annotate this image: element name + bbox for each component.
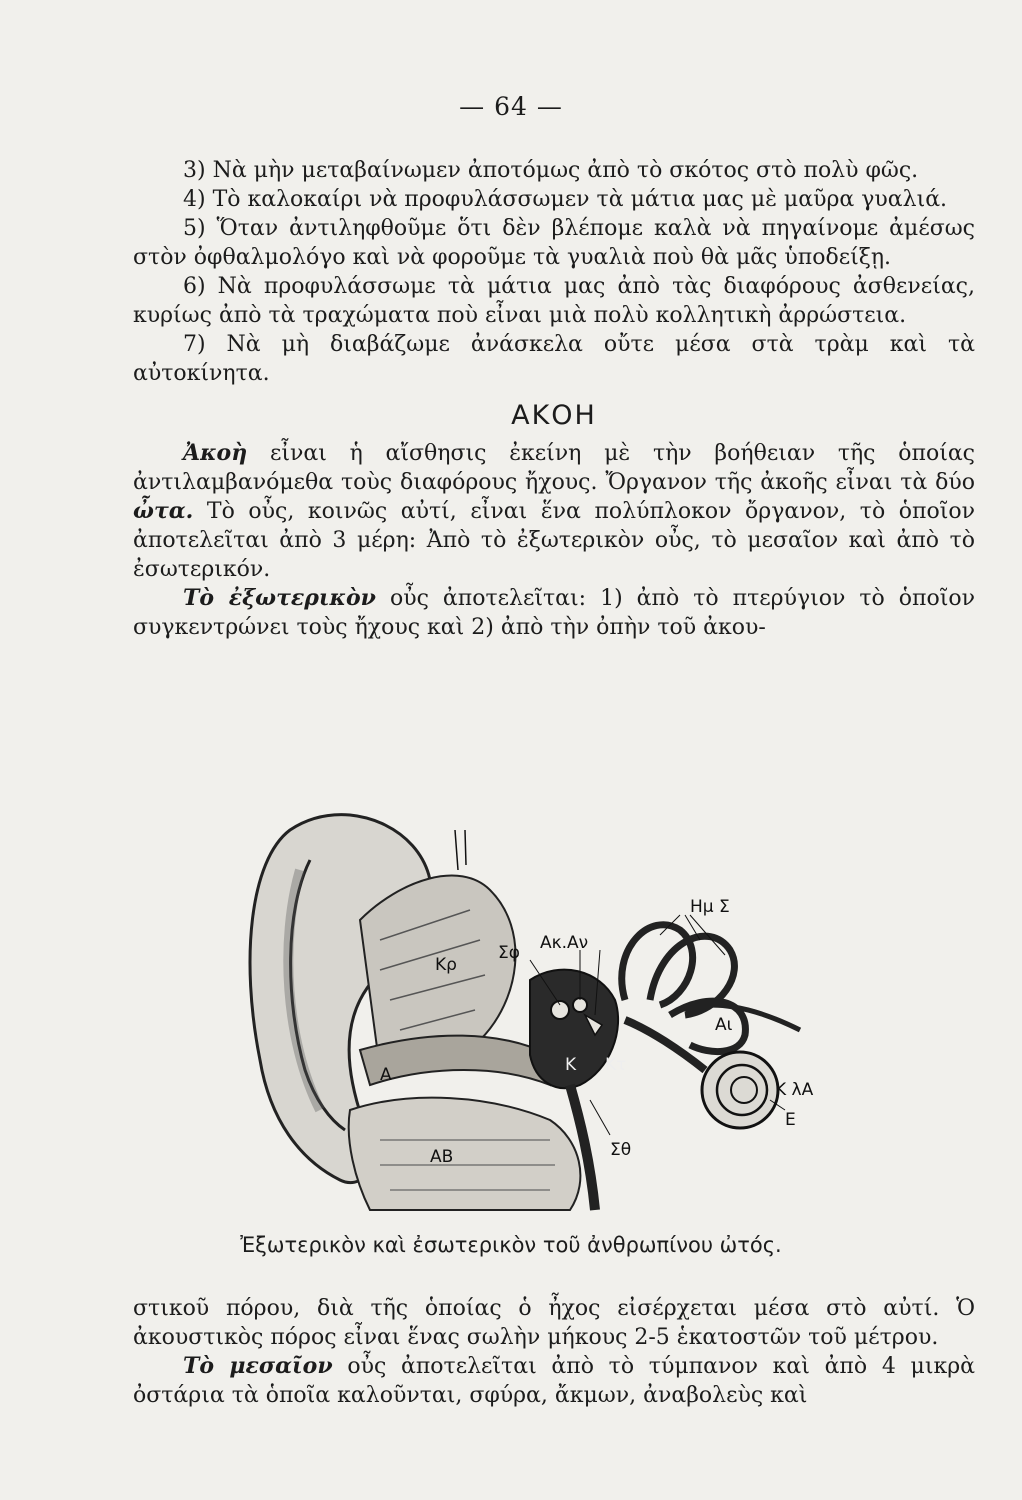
semicircular-canal-1 [622, 925, 693, 1005]
list-item: 3) Νὰ μὴν μεταβαίνωμεν ἀποτόμως ἀπὸ τὸ σκότος στὸ πολὺ φῶς. [183, 158, 919, 183]
term-akoi: Ἀκοὴ [183, 440, 248, 466]
outer-text: οὖς ἀποτελεῖται: 1) ἀπὸ τὸ πτερύγιον τὸ ὁποῖον συγκεντρώνει τοὺς ἤχους καὶ 2) ἀπὸ τὴν ὀπὴν τοῦ ἀκου- [133, 586, 975, 640]
label-ab: ΑΒ [430, 1147, 454, 1167]
list-item: 7) Νὰ μὴ διαβάζωμε ἀνάσκελα οὔτε μέσα στὰ τρὰμ καὶ τὰ αὐτοκίνητα. [133, 332, 975, 386]
incus [573, 998, 587, 1012]
label-hm-s: Ημ Σ [690, 897, 730, 917]
label-k-la: Κ λΑ [775, 1080, 814, 1100]
label-sth: Σθ [610, 1140, 632, 1160]
malleus [551, 1001, 569, 1019]
lower-bone [349, 1098, 581, 1210]
middle-text: οὖς ἀποτελεῖται ἀπὸ τὸ τύμπανον καὶ ἀπὸ 4 μικρὰ ὀστάρια τὰ ὁποῖα καλοῦνται, σφύρα, ἄκμων, ἀναβολεὺς καὶ [133, 1354, 975, 1408]
term-outer: Τὸ ἐξωτερικὸν [183, 585, 376, 611]
ear-illustration [230, 800, 830, 1220]
figure-caption: Ἐξωτερικὸν καὶ ἐσωτερικὸν τοῦ ἀνθρωπίνου ὠτός. [240, 1233, 782, 1257]
label-kt: Κτ [605, 1055, 627, 1075]
ear-anatomy-figure [230, 800, 830, 1220]
label-a: Α [380, 1065, 392, 1085]
list-item: 5) Ὅταν ἀντιληφθοῦμε ὅτι δὲν βλέπομε καλὰ νὰ πηγαίνομε ἀμέσως στὸν ὀφθαλμολόγο καὶ νὰ φοροῦμε τὰ γυαλιὰ ποὺ θὰ μᾶς ὑποδείξῃ. [133, 216, 975, 270]
label-e: Ε [785, 1110, 796, 1130]
intro-text-2: Τὸ οὖς, κοινῶς αὐτί, εἶναι ἕνα πολύπλοκον ὄργανον, τὸ ὁποῖον ἀποτελεῖται ἀπὸ 3 μέρη: Ἀπὸ τὸ ἐξωτερικὸν οὖς, τὸ μεσαῖον καὶ ἀπὸ τὸ ἐσωτερικόν. [133, 499, 975, 582]
label-ai: Αι [715, 1015, 733, 1035]
page-number: — 64 — [459, 92, 563, 121]
label-k: Κ [565, 1055, 577, 1075]
list-item: 6) Νὰ προφυλάσσωμε τὰ μάτια μας ἀπὸ τὰς διαφόρους ἀσθενείας, κυρίως ἀπὸ τὰ τραχώματα ποὺ εἶναι μιὰ πολὺ κολλητικὴ ἀρρώστεια. [133, 274, 975, 328]
leader-sth [590, 1100, 610, 1135]
term-ota: ὦτα. [133, 498, 194, 524]
list-item: 4) Τὸ καλοκαίρι νὰ προφυλάσσωμεν τὰ μάτια μας μὲ μαῦρα γυαλιά. [183, 187, 948, 212]
label-sph: Σφ [498, 943, 520, 963]
leader-lines-top [455, 830, 466, 870]
term-middle: Τὸ μεσαῖον [183, 1353, 333, 1379]
middle-ear-paragraph [133, 1352, 975, 1410]
continuation-paragraph: στικοῦ πόρου, διὰ τῆς ὁποίας ὁ ἦχος εἰσέρχεται μέσα στὸ αὐτί. Ὁ ἀκουστικὸς πόρος εἶναι ἕνας σωλὴν μήκους 2-5 ἑκατοστῶν τοῦ μέτρου. [133, 1296, 975, 1350]
bottom-text-block [133, 1294, 975, 1410]
top-text-block [133, 156, 975, 642]
intro-paragraph [133, 439, 975, 584]
label-ak-an: Ακ.Αν [540, 933, 589, 953]
outer-ear-paragraph [133, 584, 975, 642]
label-kr: Κρ [435, 955, 457, 975]
intro-text: εἶναι ἡ αἴσθησις ἐκείνη μὲ τὴν βοήθειαν τῆς ὁποίας ἀντιλαμβανόμεθα τοὺς διαφόρους ἤχους. Ὄργανον τῆς ἀκοῆς εἶναι τὰ δύο [133, 441, 975, 495]
section-title: ΑΚΟΗ [511, 400, 597, 431]
